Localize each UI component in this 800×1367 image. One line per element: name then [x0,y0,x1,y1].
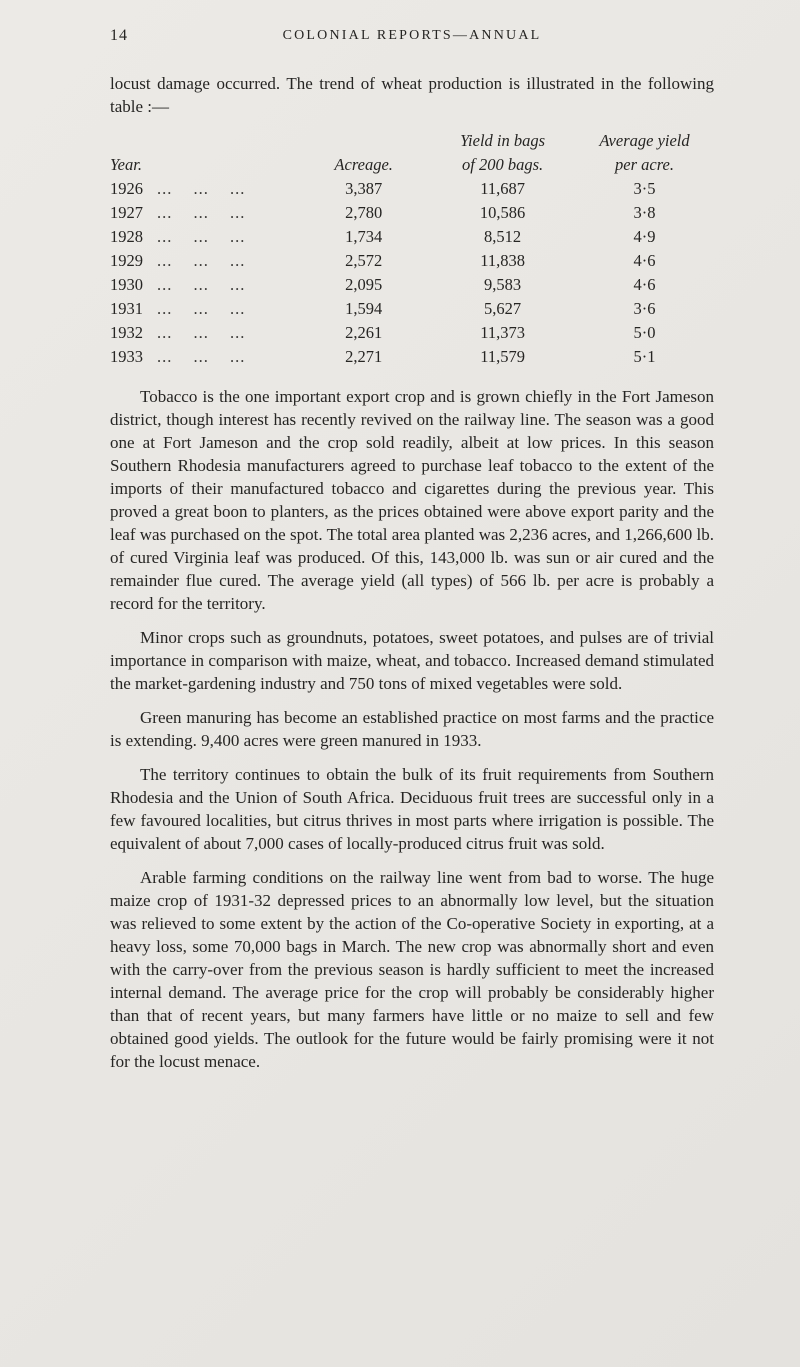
dot-leaders: ... ... ... [157,275,246,294]
table-row [110,321,714,345]
table-cell-acreage: 1,734 [345,227,383,246]
table-row [110,273,714,297]
header-average-line1: Average yield [599,131,690,150]
table-row [110,225,714,249]
table-row [110,249,714,273]
wheat-production-table [110,129,714,369]
table-cell-average: 3·5 [633,179,656,198]
table-cell-average: 3·6 [633,299,656,318]
table-cell-year: 1927 ... ... ... [110,203,246,222]
page-header [110,26,714,48]
table-cell-average: 5·0 [633,323,656,342]
intro-paragraph: locust damage occurred. The trend of wheat production is illustrated in the following table :— [110,74,714,116]
table-row [110,345,714,369]
table-cell-year: 1931 ... ... ... [110,299,246,318]
table-cell-average: 4·6 [633,275,656,294]
header-empty [110,129,297,153]
table-cell-average: 4·6 [633,251,656,270]
table-header-row-bottom [110,153,714,177]
dot-leaders: ... ... ... [157,347,246,366]
paragraph-arable-farming: Arable farming conditions on the railway line went from bad to worse. The huge maize crop of 1931-32 depressed prices to an abnormally low level, but the situation was relieved to some extent by the action of the Co-operative Society in exporting, at a heavy loss, some 70,000 bags in March. The new crop was abnormally short and even with the carry-over from the previous season is hardly sufficient to meet the increased internal demand. The average price for the crop will probably be considerably higher than that of recent years, but many farmers have little or no maize to sell and few obtained good yields. The outlook for the future would be fairly promising were it not for the locust menace. [110,868,714,1071]
table-cell-year: 1930 ... ... ... [110,275,246,294]
table-row [110,297,714,321]
table-cell-average: 5·1 [633,347,656,366]
table-cell-yield: 9,583 [484,275,522,294]
table-cell-year: 1928 ... ... ... [110,227,246,246]
dot-leaders: ... ... ... [157,323,246,342]
table-row [110,177,714,201]
table-row [110,201,714,225]
table-cell-acreage: 2,780 [345,203,383,222]
table-cell-yield: 10,586 [479,203,526,222]
header-acreage: Acreage. [334,155,393,174]
table-cell-yield: 8,512 [484,227,522,246]
paragraph-fruit: The territory continues to obtain the bulk of its fruit requirements from Southern Rhodesia and the Union of South Africa. Deciduous fruit trees are successful only in a few favoured localities, but citrus thrives in most parts where irrigation is possible. The equivalent of about 7,000 cases of locally-produced citrus fruit was sold. [110,765,714,853]
table-cell-yield: 5,627 [484,299,522,318]
paragraph-tobacco: Tobacco is the one important export crop and is grown chiefly in the Fort Jameson district, though interest has recently revived on the railway line. The season was a good one at Fort Jameson and the crop sold readily, albeit at low prices. In this season Southern Rhodesia manufacturers agreed to purchase leaf tobacco to the extent of the imports of their manufactured tobacco and cigarettes during the previous year. This proved a great boon to planters, as the prices obtained were above export parity and the leaf was purchased on the spot. The total area planted was 2,236 acres, and 1,266,600 lb. of cured Virginia leaf was produced. Of this, 143,000 lb. was sun or air cured and the remainder flue cured. The average yield (all types) of 566 lb. per acre is probably a record for the territory. [110,387,714,613]
table-cell-yield: 11,838 [480,251,525,270]
table-cell-acreage: 2,572 [345,251,383,270]
table-cell-average: 3·8 [633,203,656,222]
table-cell-year: 1932 ... ... ... [110,323,246,342]
dot-leaders: ... ... ... [157,203,246,222]
table-cell-acreage: 2,261 [345,323,383,342]
table-cell-yield: 11,373 [480,323,525,342]
paragraph-green-manuring: Green manuring has become an established practice on most farms and the practice is extending. 9,400 acres were green manured in 1933. [110,708,714,750]
dot-leaders: ... ... ... [157,179,246,198]
table-cell-acreage: 2,095 [345,275,383,294]
page-number: 14 [110,27,128,44]
header-yield-line1: Yield in bags [460,131,546,150]
table-cell-year: 1929 ... ... ... [110,251,246,270]
header-empty [297,129,430,153]
dot-leaders: ... ... ... [157,251,246,270]
header-yield-line2: of 200 bags. [462,155,544,174]
table-cell-year: 1933 ... ... ... [110,347,246,366]
table-cell-acreage: 2,271 [345,347,383,366]
table-cell-yield: 11,579 [480,347,525,366]
dot-leaders: ... ... ... [157,299,246,318]
table-header-row-top [110,129,714,153]
table-cell-average: 4·9 [633,227,656,246]
table-cell-acreage: 1,594 [345,299,383,318]
table-cell-yield: 11,687 [480,179,525,198]
table-cell-year: 1926 ... ... ... [110,179,246,198]
table-cell-acreage: 3,387 [345,179,383,198]
paragraph-minor-crops: Minor crops such as groundnuts, potatoes, sweet potatoes, and pulses are of trivial importance in comparison with maize, wheat, and tobacco. Increased demand stimulated the market-gardening industry and 750 tons of mixed vegetables were sold. [110,628,714,693]
running-title: COLONIAL REPORTS—ANNUAL [282,28,542,43]
header-average-line2: per acre. [615,155,674,174]
dot-leaders: ... ... ... [157,227,246,246]
header-year: Year. [110,155,142,174]
